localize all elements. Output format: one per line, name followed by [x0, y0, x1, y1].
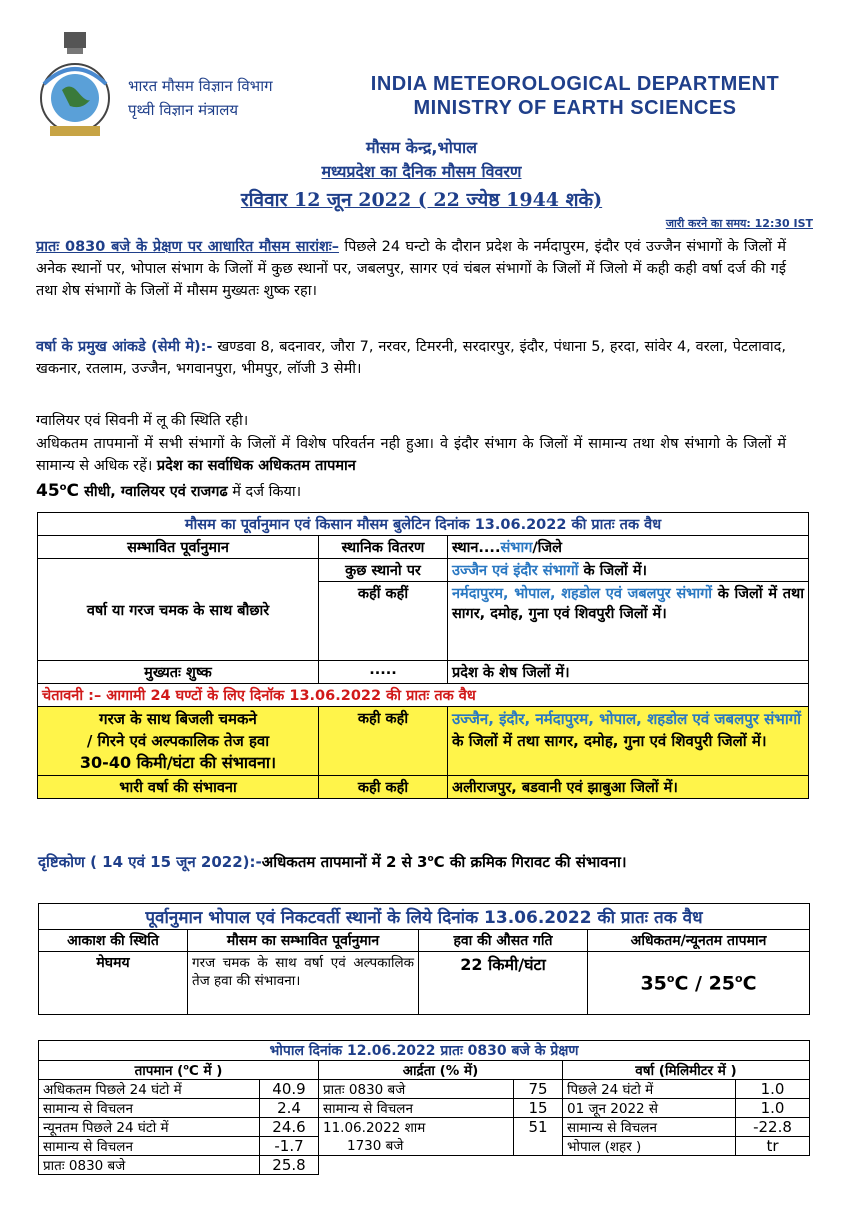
rainfall-text: खण्डवा 8, बदनावर, जौरा 7, नरवर, टिमरनी, सरदारपुर, इंदौर, पंधाना 5, हरदा, सांवेर 4, वरला, पेटलावाद, खकनार, रतलाम, उज्जैन, भगवानपुरा, भीमपुर, लॉजी 3 सेमी। [36, 339, 786, 377]
department-english-line1: INDIA METEOROLOGICAL DEPARTMENT [370, 73, 780, 95]
forecast-r2-c2: कहीं कहीं [319, 582, 448, 661]
warning-r1-c3 [448, 707, 809, 776]
observation-row-5 [39, 1156, 810, 1175]
warning-r1-c1-a: गरज के साथ बिजली चमकने [99, 710, 257, 728]
obs-r4-t-val: -1.7 [260, 1137, 319, 1156]
obs-r3-h-label [319, 1118, 514, 1156]
temp-header-text: तापमान ( [134, 1063, 184, 1079]
obs-r1-r-label: पिछले 24 घंटो में [563, 1080, 736, 1099]
forecast-r2-c3-blue: नर्मदापुरम, भोपाल, शहडोल एवं जबलपुर संभागों [452, 586, 712, 602]
obs-r2-t-val: 2.4 [260, 1099, 319, 1118]
warning-r1-c1-c: 30-40 किमी/घंटा की संभावना। [79, 753, 277, 772]
warning-r2-c1: भारी वर्षा की संभावना [38, 776, 319, 799]
obs-r5-empty [319, 1156, 810, 1175]
warning-r2-c3: अलीराजपुर, बडवानी एवं झाबुआ जिलों में। [448, 776, 809, 799]
forecast-col3-b: संभाग [500, 540, 533, 556]
observation-row-2 [39, 1099, 810, 1118]
bhopal-header-row [39, 930, 810, 952]
observation-row-1 [39, 1080, 810, 1099]
department-english [340, 72, 810, 120]
bhopal-forecast-title: पूर्वानुमान भोपाल एवं निकटवर्ती स्थानों के लिये दिनांक 13.06.2022 की प्रातः तक वैध [39, 904, 810, 930]
forecast-row-1 [38, 559, 809, 582]
observation-table [38, 1040, 810, 1175]
humidity-header: आर्द्रता (% में) [319, 1061, 563, 1080]
forecast-col2: स्थानिक वितरण [319, 536, 448, 559]
warning-row-2 [38, 776, 809, 799]
obs-r3-h-label-a: 11.06.2022 शाम [323, 1120, 426, 1136]
warning-title-row [38, 684, 809, 707]
observation-header-row [39, 1061, 810, 1080]
obs-r3-h-val: 51 [514, 1118, 563, 1156]
bhopal-col1: आकाश की स्थिति [39, 930, 188, 952]
forecast-r2-c3-black: के जिलों में तथा सागर, दमोह, गुना एवं शिवपुरी जिलों में। [452, 586, 804, 622]
obs-r3-r-label: सामान्य से विचलन [563, 1118, 736, 1137]
forecast-col3-c: /जिले [532, 540, 563, 556]
bhopal-max: 35 [640, 972, 667, 995]
observation-row-3 [39, 1118, 810, 1137]
bhopal-forecast-text: गरज चमक के साथ वर्षा एवं अल्पकालिक तेज हवा की संभावना। [188, 952, 419, 1015]
centre-name: मौसम केन्द्र,भोपाल [366, 138, 477, 157]
bhopal-col3: हवा की औसत गति [419, 930, 588, 952]
obs-r2-r-val: 1.0 [736, 1099, 810, 1118]
issue-time: जारी करने का समय: 12:30 IST [665, 217, 813, 230]
temp-header-unit: C में ) [188, 1063, 223, 1079]
outlook-text: अधिकतम तापमानों में 2 से 3 [261, 853, 428, 871]
bhopal-data-row [39, 952, 810, 1015]
heatwave-text: ग्वालियर एवं सिवनी में लू की स्थिति रही। [36, 413, 249, 429]
bhopal-wind: 22 किमी/घंटा [419, 952, 588, 1015]
rainfall-heading: वर्षा के प्रमुख आंकडे (सेमी मे):- [36, 339, 213, 355]
warning-r1-c3-black: के जिलों में तथा सागर, दमोह, गुना एवं शिवपुरी जिलों में। [452, 732, 767, 750]
forecast-table [37, 512, 809, 799]
outlook-line: दृष्टिकोण ( 14 एवं 15 जून 2022):-अधिकतम तापमानों में 2 से 3$^o$C की क्रमिक गिरावट की संभावना। [38, 853, 627, 871]
department-hindi-line1: भारत मौसम विज्ञान विभाग [128, 77, 273, 95]
forecast-r3-c1: मुख्यतः शुष्क [38, 661, 319, 684]
outlook-heading: दृष्टिकोण [38, 853, 85, 871]
forecast-col3 [448, 536, 809, 559]
observation-title: भोपाल दिनांक 12.06.2022 प्रातः 0830 बजे के प्रेक्षण [39, 1041, 810, 1061]
obs-r1-h-label: प्रातः 0830 बजे [319, 1080, 514, 1099]
bhopal-forecast-table [38, 903, 810, 1015]
bhopal-temp: 35$^o$C / 25$^o$C [588, 952, 810, 1015]
obs-r3-r-val: -22.8 [736, 1118, 810, 1137]
obs-r1-r-val: 1.0 [736, 1080, 810, 1099]
obs-r2-h-val: 15 [514, 1099, 563, 1118]
bhopal-col4: अधिकतम/न्यूनतम तापमान [588, 930, 810, 952]
bhopal-min: 25 [708, 972, 736, 995]
forecast-r1-c2: कुछ स्थानो पर [319, 559, 448, 582]
obs-r5-t-label: प्रातः 0830 बजे [39, 1156, 260, 1175]
warning-row-1 [38, 707, 809, 776]
max-temp-end: में दर्ज किया। [227, 483, 302, 500]
max-temp-value: 45 [36, 480, 60, 501]
obs-r4-r-val: tr [736, 1137, 810, 1156]
outlook-dates: ( 14 एवं 15 जून 2022):- [84, 853, 262, 871]
summary-paragraph [36, 236, 786, 302]
bhopal-title-row [39, 904, 810, 930]
obs-r1-t-label: अधिकतम पिछले 24 घंटो में [39, 1080, 260, 1099]
forecast-title: मौसम का पूर्वानुमान एवं किसान मौसम बुलेटिन दिनांक 13.06.2022 की प्रातः तक वैध [38, 513, 809, 536]
warning-title: चेतावनी :– आगामी 24 घण्टों के लिए दिनॉक 13.06.2022 की प्रातः तक वैध [38, 684, 809, 707]
bhopal-col2: मौसम का सम्भावित पूर्वानुमान [188, 930, 419, 952]
summary-text: पिछले 24 घन्टो के दौरान प्रदेश के नर्मदापुरम, इंदौर एवं उज्जैन संभागों के जिलों में अनेक स्थानों पर, भोपाल संभाग के जिलों में कुछ स्थानों पर, जबलपुर, सागर एवं चंबल संभागों के जिलों में जिलो में कही कही वर्षा दर्ज की गई तथा शेष संभागों के जिलों में मौसम मुख्यतः शुष्क रहा। [36, 239, 786, 299]
rainfall-paragraph [36, 336, 786, 380]
obs-r4-t-label: सामान्य से विचलन [39, 1137, 260, 1156]
warning-r1-c1 [38, 707, 319, 776]
obs-r3-h-label-b: 1730 बजे [347, 1138, 404, 1154]
forecast-r1-c3-black: के जिलों में। [578, 563, 648, 579]
temperature-paragraph: अधिकतम तापमानों में सभी संभागों के जिलों में विशेष परिवर्तन नही हुआ। वे इंदौर संभाग के जिलों में सामान्य तथा शेष संभागो के जिलों में सामान्य से अधिक रहें। प्रदेश का सर्वाधिक अधिकतम तापमान 45$^o$C सीधी, ग्वालियर एवं राजगढ में दर्ज किया। [36, 436, 786, 501]
warning-r1-c3-blue: उज्जैन, इंदौर, नर्मदापुरम, भोपाल, शहडोल एवं जबलपुर संभागों [452, 710, 802, 728]
department-hindi [128, 74, 273, 122]
summary-heading: प्रातः 0830 बजे के प्रेक्षण पर आधारित मौसम सारांशः– [36, 239, 339, 255]
obs-r3-t-val: 24.6 [260, 1118, 319, 1137]
forecast-header-row [38, 536, 809, 559]
forecast-col3-a: स्थान.... [452, 540, 501, 556]
department-english-line2: MINISTRY OF EARTH SCIENCES [413, 97, 737, 119]
bhopal-sky: मेघमय [39, 952, 188, 1015]
temp-header: तापमान ($^o$C में ) [39, 1061, 319, 1080]
forecast-col1: सम्भावित पूर्वानुमान [38, 536, 319, 559]
warning-r2-c2: कही कही [319, 776, 448, 799]
obs-r2-r-label: 01 जून 2022 से [563, 1099, 736, 1118]
forecast-r3-c2: ..... [319, 661, 448, 684]
obs-r5-t-val: 25.8 [260, 1156, 319, 1175]
warning-r1-c2: कही कही [319, 707, 448, 776]
rain-header: वर्षा (मिलिमीटर में ) [563, 1061, 810, 1080]
warning-r1-c1-b: / गिरने एवं अल्पकालिक तेज हवा [86, 732, 270, 750]
forecast-title-row [38, 513, 809, 536]
department-hindi-line2: पृथ्वी विज्ञान मंत्रालय [128, 101, 239, 119]
forecast-r1-c3-blue: उज्जैन एवं इंदौर संभागों [452, 563, 579, 579]
obs-r4-r-label: भोपाल (शहर ) [563, 1137, 736, 1156]
observation-title-row [39, 1041, 810, 1061]
obs-r1-t-val: 40.9 [260, 1080, 319, 1099]
bhopal-min-unit: C [742, 972, 757, 995]
imd-emblem-icon [34, 30, 116, 140]
forecast-r1-c3 [448, 559, 809, 582]
report-title: मध्यप्रदेश का दैनिक मौसम विवरण [321, 162, 522, 181]
forecast-r1-c1: वर्षा या गरज चमक के साथ बौछारे [38, 559, 319, 661]
temperature-text: अधिकतम तापमानों में सभी संभागों के जिलों में विशेष परिवर्तन नही हुआ। वे इंदौर संभाग के जिलों में सामान्य तथा शेष संभागो के जिलों में सामान्य से अधिक रहें। [36, 436, 786, 474]
obs-r1-h-val: 75 [514, 1080, 563, 1099]
max-temp-unit: C [66, 480, 80, 501]
outlook-unit: C की क्रमिक गिरावट की संभावना। [433, 853, 627, 871]
forecast-r3-c3: प्रदेश के शेष जिलों में। [448, 661, 809, 684]
bhopal-max-unit: C [674, 972, 689, 995]
temperature-bold: प्रदेश का सर्वाधिक अधिकतम तापमान [156, 458, 356, 474]
obs-r3-t-label: न्यूनतम पिछले 24 घंटो में [39, 1118, 260, 1137]
forecast-r2-c3 [448, 582, 809, 661]
obs-r2-t-label: सामान्य से विचलन [39, 1099, 260, 1118]
obs-r2-h-label: सामान्य से विचलन [319, 1099, 514, 1118]
max-temp-places: सीधी, ग्वालियर एवं राजगढ [79, 483, 228, 500]
forecast-row-3 [38, 661, 809, 684]
report-date: रविवार 12 जून 2022 ( 22 ज्येष्ठ 1944 शके) [240, 189, 603, 211]
